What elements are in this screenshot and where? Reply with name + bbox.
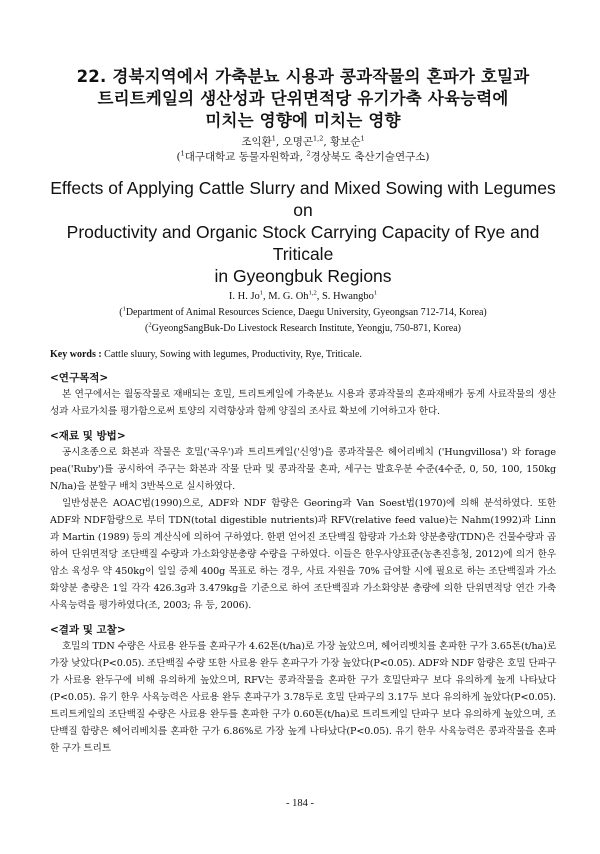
section-objective	[50, 370, 556, 420]
author-superscript: 1	[360, 134, 365, 143]
section-heading: <연구목적>	[50, 372, 109, 384]
keywords	[50, 347, 556, 362]
korean-affiliation	[50, 150, 556, 165]
keywords-label: Key words :	[50, 349, 102, 360]
affiliation-paren: (	[176, 151, 181, 163]
keywords-text: Cattle sluury, Sowing with legumes, Productivity, Rye, Triticale.	[104, 349, 362, 360]
paragraph: 일반성분은 AOAC법(1990)으로, ADF와 NDF 함량은 Georing과 Van Soest법(1970)에 의해 분석하였다. 또한 ADF와 NDF함량으로 부터 TDN(total digestible nutrients)과 RFV(relative feed value)는 Nahm(1992)과 Linn과 Martin (1989) 등의 계산식에 의하여 구하였다. 한편 얻어진 조단백질 함량과 가소화 양분총량(TDN)은 건물수량과 곱하여 단위면적당 조단백질 수량과 가소화양분총량 수량을 구하였다. 이들은 한우사양표준(농촌진흥청, 2012)에 의거 한우 암소 육성우 약 450kg이 일일 증체 400g 목표로 하는 경우, 사료 자원을 70% 급여할 시에 필요로 하는 조단백질과 가소화양분 총량은 1일 각각 426.3g과 3.479kg을 기준으로 하여 조단백질과 가소화양분 총량에 의한 단위면적당 연간 가축 사육능력을 평가하였다(조, 2003; 유 등, 2006).	[50, 498, 556, 611]
author-name: 조익환	[241, 136, 272, 148]
korean-title-line: 트리트케일의 생산성과 단위면적당 유기가축 사육능력에	[97, 89, 509, 108]
korean-title	[50, 66, 556, 132]
author-name: I. H. Jo	[228, 291, 260, 302]
affiliation-text: Department of Animal Resources Science, Daegu University, Gyeongsan 712-714, Korea)	[125, 307, 487, 318]
affiliation-superscript: 2	[148, 321, 152, 329]
affiliation-paren: )	[425, 151, 430, 163]
english-title-line: Effects of Applying Cattle Slurry and Mixed Sowing with Legumes on	[50, 178, 556, 220]
affiliation-superscript: 1	[180, 149, 185, 158]
korean-title-line: 22. 경북지역에서 가축분뇨 시용과 콩과작물의 혼파가 호밀과	[76, 67, 530, 86]
affiliation-text: 경상북도 축산기술연구소	[310, 151, 426, 163]
english-title-line: in Gyeongbuk Regions	[214, 266, 392, 286]
author-name: S. Hwangbo	[321, 291, 374, 302]
section-results	[50, 622, 556, 757]
author-name: 오명곤	[282, 136, 314, 148]
affiliation-superscript: 2	[306, 149, 311, 158]
english-title	[50, 177, 556, 287]
english-affiliation-2: ($^2$GyeongSangBuk-Do Livestock Research Institute, Yeongju, 750-871, Korea)	[145, 321, 461, 334]
section-methods	[50, 428, 556, 614]
author-superscript: 1,2	[308, 289, 317, 297]
section-heading: <재료 및 방법>	[50, 430, 126, 442]
korean-authors: 조익환$^1$, 오명곤$^{1,2}$, 황보순$^1$	[241, 134, 365, 148]
paragraph: 호밀의 TDN 수량은 사료용 완두를 혼파구가 4.62톤(t/ha)로 가장 높았으며, 헤어리벳치를 혼파한 구가 3.65톤(t/ha)로 가장 낮았다(P<0.05). 조단백질 수량 또한 사료용 완두 혼파구가 가장 높았다(P<0.05). ADF와 NDF 함량은 호밀 단파구가 사료용 완두구에 비해 유의하게 높았으며, RFV는 콩과작물을 혼파한 구가 호밀단파구 보다 유의하게 높게 나타났다(P<0.05). 유기 한우 사육능력은 사료용 완두 혼파구가 3.78두로 호밀 단파구의 3.17두 보다 유의하게 높았다(P<0.05). 트리트케일의 조단백질 수량은 사료용 완두를 혼파한 구가 0.60톤(t/ha)로 트리트케일 단파구 보다 유의하게 높았으며, 조단백질 함량은 헤어리베치를 혼파한 구가 6.86%로 가장 높게 나타났다(P<0.05). 유기 한우 사육능력은 콩과작물을 혼파한 구가 트리트	[50, 641, 556, 754]
english-authors: I. H. Jo$^1$, M. G. Oh$^{1,2}$, S. Hwangbo$^1$	[228, 289, 378, 302]
section-heading: <결과 및 고찰>	[50, 624, 126, 636]
author-superscript: 1	[373, 289, 378, 297]
affiliation-text: GyeongSangBuk-Do Livestock Research Institute, Yeongju, 750-871, Korea)	[151, 323, 461, 334]
author-name: M. G. Oh	[268, 291, 309, 302]
page-number: - 184 -	[286, 798, 314, 809]
korean-title-line: 미치는 영향에 미치는 영향	[205, 111, 401, 130]
english-title-line: Productivity and Organic Stock Carrying Capacity of Rye and Triticale	[66, 222, 540, 264]
author-superscript: 1	[271, 134, 276, 143]
paragraph: 본 연구에서는 월동작물로 재배되는 호밀, 트리트케일에 가축분뇨 시용과 콩과작물의 혼파재배가 동계 사료작물의 생산성과 사료가치를 평가함으로써 토양의 지력향상과 함께 양질의 조사료 확보에 기여하고자 한다.	[50, 389, 556, 417]
affiliation-superscript: 1	[122, 305, 126, 313]
author-name: 황보순	[330, 136, 361, 148]
paragraph: 공시초종으로 화본과 작물은 호밀('곡우')과 트리트케일('신영')을 콩과작물은 헤어리베치 ('Hungvillosa') 와 forage pea('Ruby')를 공시하여 주구는 화본과 작물 단파 및 콩과작물 혼파, 세구는 발효우분 수준(4수준, 0, 50, 100, 150kg N/ha)을 분할구 배치 3반복으로 실시하였다.	[50, 447, 556, 492]
english-affiliation-1: ($^1$Department of Animal Resources Science, Daegu University, Gyeongsan 712-714, Korea)	[119, 305, 487, 318]
affiliation-text: 대구대학교 동물자원학과,	[184, 151, 303, 163]
author-superscript: 1	[259, 289, 264, 297]
author-superscript: 1,2	[313, 134, 324, 143]
